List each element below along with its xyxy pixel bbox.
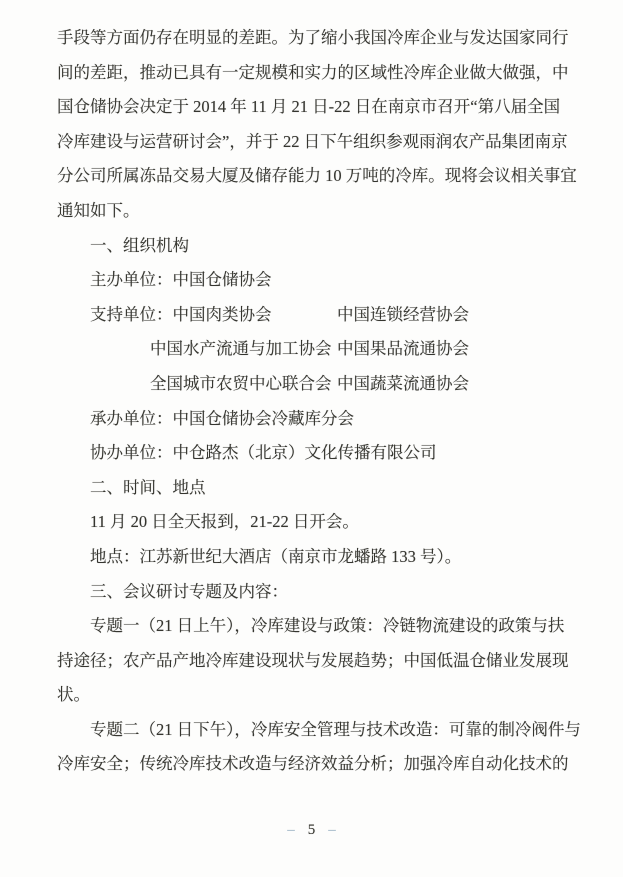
page-number: 5 — [307, 822, 316, 838]
section-heading-3: 三、会议研讨专题及内容： — [90, 581, 288, 601]
support-unit-line — [57, 298, 592, 333]
text-segment: 中国水产流通与加工协会 — [150, 339, 332, 359]
section-heading-1: 一、组织机构 — [90, 235, 189, 255]
document-body — [57, 21, 592, 782]
text-line: 持途径；农产品产地冷库建设现状与发展趋势；中国低温仓储业发展现 — [57, 650, 569, 670]
text-segment: 全国城市农贸中心联合会 — [150, 373, 332, 393]
organizer-unit-line: 承办单位：中国仓储协会冷藏库分会 — [90, 408, 354, 428]
schedule-line: 11 月 20 日全天报到，21-22 日开会。 — [90, 512, 359, 532]
text-line: 状。 — [57, 685, 90, 705]
topic-2-line: 专题二（21 日下午），冷库安全管理与技术改造：可靠的制冷阀件与 — [90, 719, 581, 739]
support-unit-line — [57, 332, 592, 367]
co-organizer-unit-line: 协办单位：中仓路杰（北京）文化传播有限公司 — [90, 443, 437, 463]
text-line: 冷库建设与运营研讨会”，并于 22 日下午组织参观雨润农产品集团南京 — [57, 131, 568, 151]
text-line: 手段等方面仍存在明显的差距。为了缩小我国冷库企业与发达国家同行 — [57, 28, 569, 47]
text-line: 国仓储协会决定于 2014 年 11 月 21 日-22 日在南京市召开“第八届全国 — [57, 97, 561, 117]
venue-line: 地点：江苏新世纪大酒店（南京市龙蟠路 133 号）。 — [90, 546, 462, 566]
footer-dash-right: – — [328, 822, 336, 838]
text-segment: 中国蔬菜流通协会 — [337, 373, 469, 393]
topic-1-line: 专题一（21 日上午），冷库建设与政策：冷链物流建设的政策与扶 — [90, 616, 565, 636]
text-line: 冷库安全；传统冷库技术改造与经济效益分析；加强冷库自动化技术的 — [57, 754, 569, 774]
host-unit-line: 主办单位：中国仓储协会 — [90, 270, 272, 290]
support-unit-line — [57, 367, 592, 402]
text-line: 分公司所属冻品交易大厦及储存能力 10 万吨的冷库。现将会议相关事宜 — [57, 166, 577, 186]
footer-dash-left: – — [287, 822, 295, 838]
text-segment: 中国连锁经营协会 — [337, 304, 469, 324]
text-line: 通知如下。 — [57, 200, 140, 220]
text-line: 间的差距，推动已具有一定规模和实力的区域性冷库企业做大做强，中 — [57, 62, 569, 82]
text-segment: 中国果品流通协会 — [337, 339, 469, 359]
page-footer — [0, 820, 623, 840]
section-heading-2: 二、时间、地点 — [90, 477, 206, 497]
text-segment: 支持单位：中国肉类协会 — [90, 304, 272, 324]
